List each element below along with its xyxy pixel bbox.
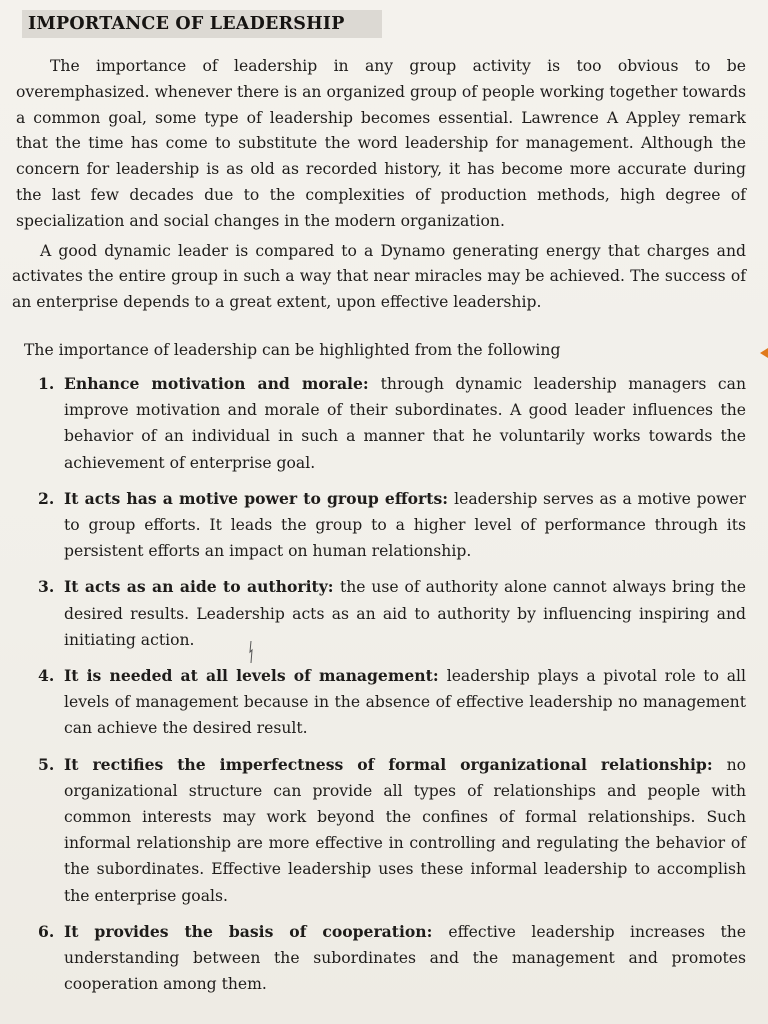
paragraph-dynamo: A good dynamic leader is compared to a Dynamo generating energy that charges and activates the entire group in such a way that near miracles may be achieved. The success of an enterprise depends to a great extent, upon effective leadership. [12, 241, 746, 312]
item-heading: It provides the basis of cooperation: [64, 921, 449, 941]
item-number: 4. [38, 666, 55, 685]
list-item [12, 371, 746, 476]
pen-stroke-mark [246, 640, 256, 664]
list-item [12, 752, 746, 909]
list-item [12, 663, 746, 742]
item-heading: It acts as an aide to authority: [64, 577, 340, 597]
list-intro: The importance of leadership can be highlighted from the following [24, 340, 561, 359]
list-item [12, 574, 746, 653]
item-heading: Enhance motivation and morale: [64, 373, 381, 393]
item-text: the use of authority alone cannot always bring the desired results. Leadership acts as an aid to authority by influencing inspiring and initiating action. [64, 578, 747, 649]
item-number: 5. [38, 754, 55, 774]
item-heading: It rectifies the imperfectness of formal organizational relationship: [64, 754, 727, 774]
page-edge-marker [760, 348, 768, 358]
item-text: no organizational structure can provide all types of relationships and people with common interests may work beyond the confines of formal relationships. Such informal relationship are more effective in controlling and regulating the behavior of the subordinates. Effective leadership uses these informal leadership to accomplish the enterprise goals. [64, 755, 746, 905]
item-number: 2. [38, 488, 55, 508]
page-title: IMPORTANCE OF LEADERSHIP [22, 10, 382, 38]
list-item [12, 919, 746, 998]
item-number: 6. [38, 921, 55, 941]
item-text: leadership plays a pivotal role to all levels of management because in the absence of effective leadership no management can achieve the desired result. [64, 667, 746, 738]
item-number: 3. [38, 577, 55, 597]
item-heading: It is needed at all levels of management: [64, 666, 447, 685]
item-text: through dynamic leadership managers can improve motivation and morale of their subordinates. A good leader influences the behavior of an individual in such a manner that he voluntarily works towards the achievement of enterprise goal. [64, 374, 746, 472]
importance-list [12, 371, 746, 997]
item-heading: It acts has a motive power to group efforts: [64, 488, 455, 508]
list-item [12, 486, 746, 565]
item-text: effective leadership increases the understanding between the subordinates and the management and promotes cooperation among them. [64, 922, 746, 994]
item-number: 1. [38, 373, 55, 393]
paragraph-intro: The importance of leadership in any group activity is too obvious to be overemphasized. whenever there is an organized group of people working together towards a common goal, some type of leadership becomes essential. Lawrence A Appley remark that the time has come to substitute the word leadership for management. Although the concern for leadership is as old as recorded history, it has become more accurate during the last few decades due to the complexities of production methods, high degree of specialization and social changes in the modern organization. [16, 57, 746, 230]
item-text: leadership serves as a motive power to group efforts. It leads the group to a higher level of performance through its persistent efforts an impact on human relationship. [64, 489, 746, 561]
